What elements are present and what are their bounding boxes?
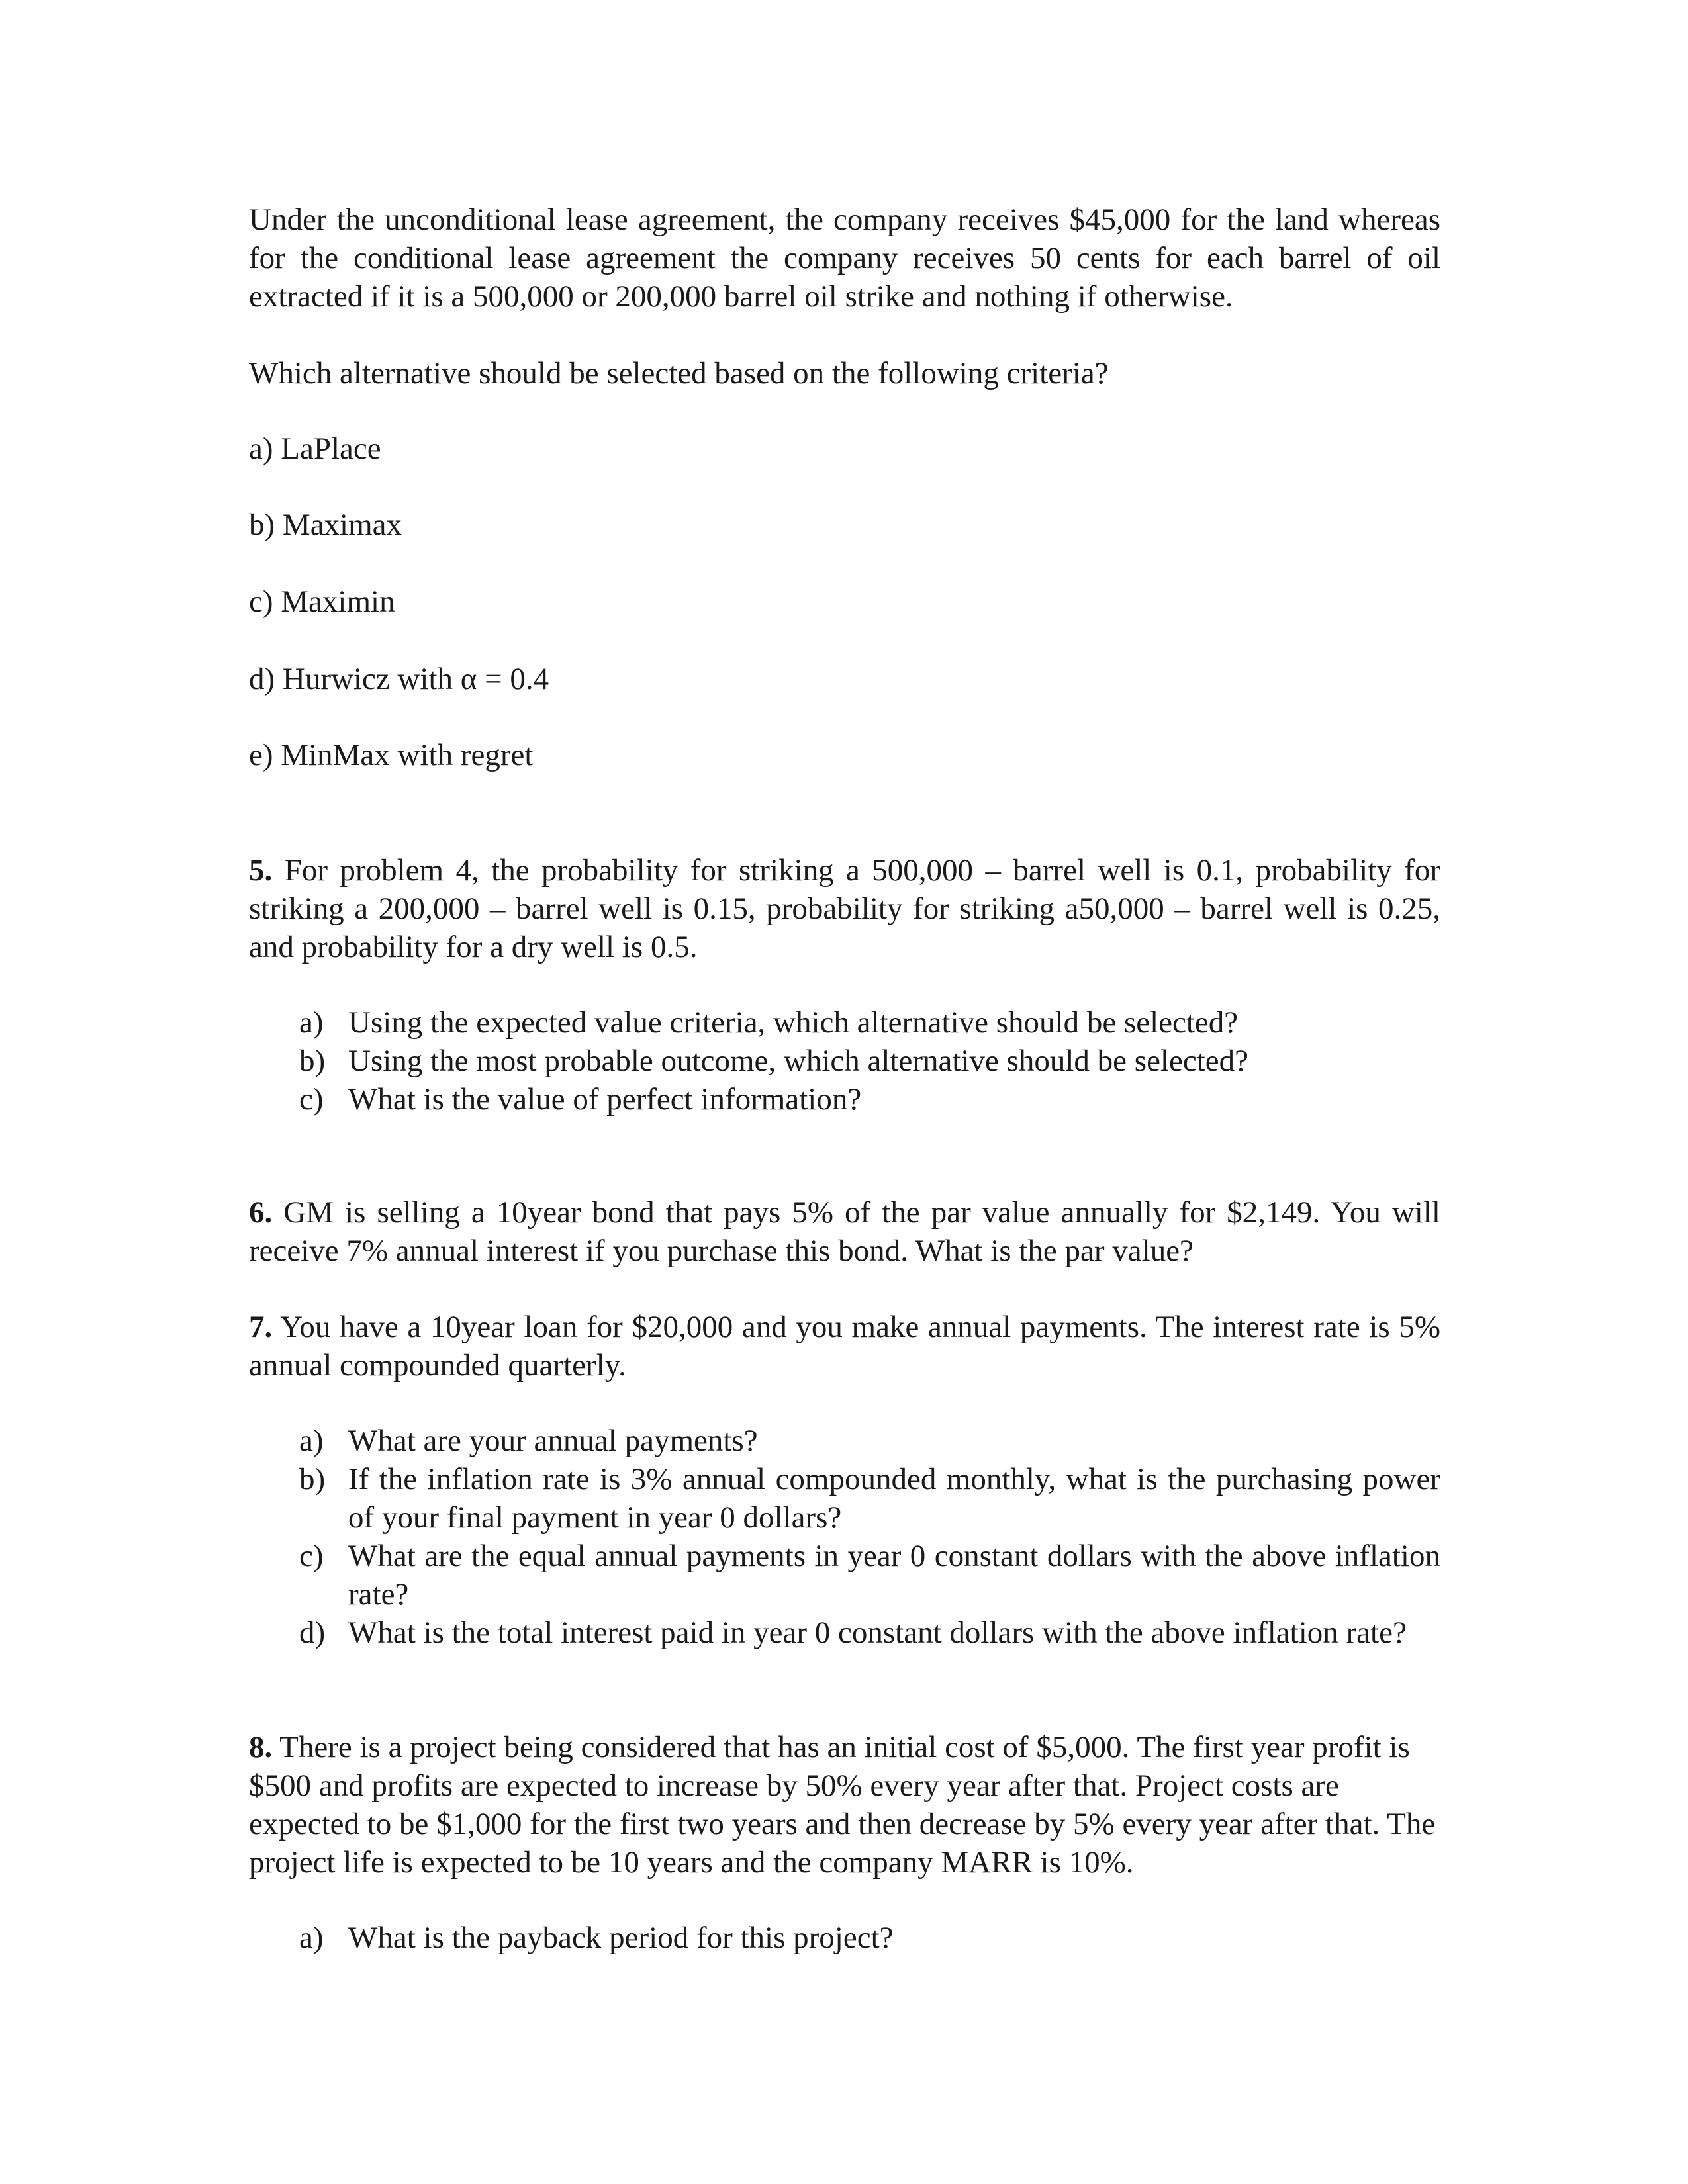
part-label: b) [299,1044,326,1078]
criterion-maximax: b) Maximax [249,508,402,542]
criterion-laplace: a) LaPlace [249,432,381,466]
problem-7-part-d [299,1614,1440,1652]
criterion-hurwicz: d) Hurwicz with α = 0.4 [249,662,549,696]
problem-7-part-b [299,1460,1440,1537]
problem-number: 5. [249,853,273,887]
problem-number: 6. [249,1195,273,1230]
problem-7-part-a [299,1422,1440,1460]
problem-5 [249,851,1440,966]
problem-text: GM is selling a 10year bond that pays 5% of the par value annually for $2,149. You will receive 7% annual interest if you purchase this bond. What is the par value? [249,1195,1440,1268]
problem-5-part-a [299,1003,1440,1042]
part-label: b) [299,1462,326,1496]
problem-number: 8. [249,1730,273,1764]
problem-8 [249,1728,1440,1882]
part-label: a) [299,1424,324,1458]
criterion-minmax-regret: e) MinMax with regret [249,738,534,772]
part-text: Using the expected value criteria, which alternative should be selected? [348,1005,1239,1040]
part-text: What is the payback period for this project? [348,1921,894,1955]
part-text: What are your annual payments? [348,1424,758,1458]
part-label: d) [299,1615,326,1650]
part-text: What is the total interest paid in year 0 constant dollars with the above inflation rate? [348,1615,1407,1650]
part-text: What are the equal annual payments in year 0 constant dollars with the above inflation rate? [348,1539,1440,1612]
criterion-maximin: c) Maximin [249,584,395,619]
problem-text: For problem 4, the probability for striking a 500,000 – barrel well is 0.1, probability for striking a 200,000 – barrel well is 0.15, probability for striking a50,000 – barrel well is 0.25, and probability for a dry well is 0.5. [249,853,1440,964]
problem-7-part-c [299,1537,1440,1614]
part-text: What is the value of perfect information? [348,1082,862,1116]
problem-text: There is a project being considered that has an initial cost of $5,000. The first year profit is $500 and profits are expected to increase by 50% every year after that. Project costs are expected to be $1,000 for the first two years and then decrease by 5% every year after that. The project life is expected to be 10 years and the company MARR is 10%. [249,1730,1436,1880]
part-text: Using the most probable outcome, which alternative should be selected? [348,1044,1248,1078]
part-text: If the inflation rate is 3% annual compounded monthly, what is the purchasing power of your final payment in year 0 dollars? [348,1462,1440,1535]
problem-7 [249,1308,1440,1385]
problem-text: You have a 10year loan for $20,000 and you make annual payments. The interest rate is 5% annual compounded quarterly. [249,1310,1440,1383]
problem-5-part-c [299,1080,1440,1118]
problem-8-part-a [299,1919,1440,1957]
criteria-question: Which alternative should be selected based on the following criteria? [249,356,1109,390]
problem-6 [249,1193,1440,1270]
intro-paragraph: Under the unconditional lease agreement, the company receives $45,000 for the land whereas for the conditional lease agreement the company receives 50 cents for each barrel of oil extracted if it is a 500,000 or 200,000 barrel oil strike and nothing if otherwise. [249,203,1440,314]
part-label: a) [299,1921,324,1955]
part-label: c) [299,1082,324,1116]
part-label: a) [299,1005,324,1040]
problem-5-part-b [299,1042,1440,1080]
problem-number: 7. [249,1310,273,1344]
part-label: c) [299,1539,324,1573]
